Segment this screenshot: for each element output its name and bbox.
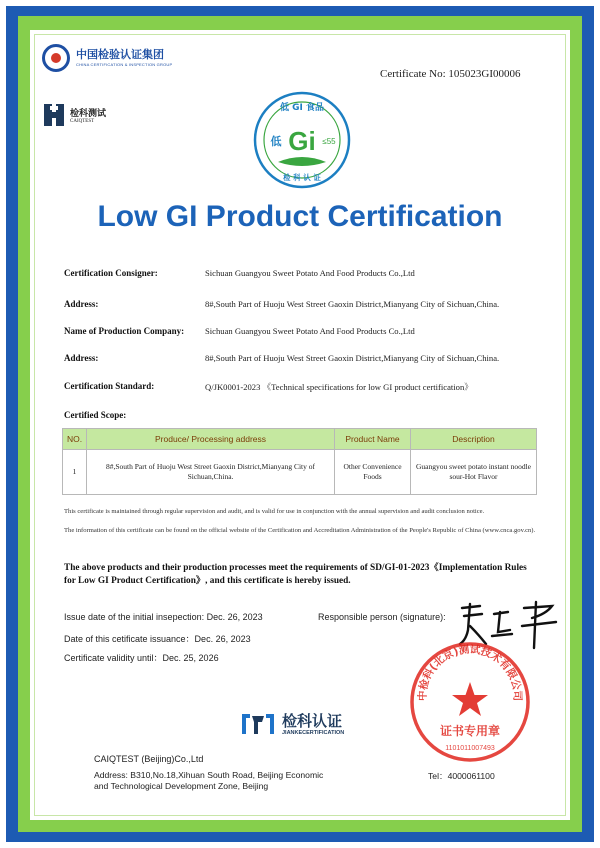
ccic-name-en: CHINA CERTIFICATION & INSPECTION GROUP <box>76 62 173 67</box>
field-value-address-2: 8#,South Part of Huoju West Street Gaoxin District,Mianyang City of Sichuan,China. <box>205 353 500 363</box>
ccic-name-cn: 中国检验认证集团 <box>76 48 164 61</box>
scope-header-description: Description <box>411 429 537 450</box>
badge-center-text: Gi <box>288 126 316 156</box>
field-label-address-2: Address: <box>64 353 99 363</box>
note-line-2: The information of this certificate can be found on the official website of the Certification and Accreditation Administration of the People's Republic of China (www.cnca.gov.cn). <box>64 527 536 534</box>
ccic-logo <box>42 44 242 84</box>
caiqtest-name-en: CAIQTEST <box>70 119 95 124</box>
scope-label: Certified Scope: <box>64 410 127 420</box>
low-gi-badge-icon <box>252 90 352 190</box>
field-label-standard: Certification Standard: <box>64 381 155 391</box>
certificate-number: Certificate No: 105023GI00006 <box>380 68 521 80</box>
jianke-logo <box>240 710 370 740</box>
field-label-address-1: Address: <box>64 299 99 309</box>
caiqtest-logo <box>44 104 164 134</box>
badge-right-text: ≤55 <box>322 137 336 146</box>
badge-bottom-text: 检 科 认 证 <box>283 173 321 182</box>
badge-left-text: 低 <box>270 135 282 148</box>
initial-inspection-date: Issue date of the initial insepection: Dec. 26, 2023 <box>64 612 263 622</box>
jianke-name-en: JIANKECERTIFICATION <box>282 730 345 736</box>
caiqtest-mark-icon <box>44 104 64 126</box>
caiqtest-name-cn: 检科测试 <box>70 109 107 119</box>
scope-cell-no: 1 <box>63 450 87 495</box>
field-value-production-company: Sichuan Guangyou Sweet Potato And Food Products Co.,Ltd <box>205 326 415 336</box>
scope-header-address: Produce/ Processing address <box>87 429 335 450</box>
scope-table <box>62 428 537 495</box>
seal-number: 1101011007493 <box>445 745 495 752</box>
issuer-address-line-1: Address: B310,No.18,Xihuan South Road, Beijing Economic <box>94 770 324 780</box>
field-label-production-company: Name of Production Company: <box>64 326 185 336</box>
table-row <box>63 450 537 495</box>
certification-statement: The above products and their production processes meet the requirements of SD/GI-01-2023《Implementation Rules for Low GI Product Certification》, and this certificate is hereby issued. <box>64 563 527 586</box>
scope-header-product: Product Name <box>335 429 411 450</box>
seal-ring-text: 中检科(北京)测试技术有限公司 <box>416 643 524 702</box>
issuer-tel: Tel：4000061100 <box>428 771 495 781</box>
issuer-address-line-2: and Technological Development Zone, Beijing <box>94 781 269 792</box>
jianke-name-cn: 检科认证 <box>282 712 343 730</box>
official-seal <box>408 640 532 764</box>
issuance-date: Date of this cetificate issuance：Dec. 26, 2023 <box>64 634 251 644</box>
scope-header-no: NO. <box>63 429 87 450</box>
jianke-mark-icon <box>240 710 276 738</box>
scope-cell-product: Other Convenience Foods <box>335 450 411 495</box>
field-value-consigner: Sichuan Guangyou Sweet Potato And Food Products Co.,Ltd <box>205 268 415 278</box>
seal-center-text: 证书专用章 <box>439 724 501 738</box>
note-line-1: This certificate is maintained through regular supervision and audit, and is valid for use in conjunction with the annual supervision and audit conclusion notice. <box>64 508 485 515</box>
page-title: Low GI Product Certification <box>97 200 503 233</box>
scope-cell-description: Guangyou sweet potato instant noodle sour-Hot Flavor <box>411 450 537 495</box>
responsible-person-label: Responsible person (signature): <box>318 612 446 622</box>
field-value-standard: Q/JK0001-2023 《Technical specifications for low GI product certification》 <box>205 382 473 392</box>
issuer-company: CAIQTEST (Beijing)Co.,Ltd <box>94 754 204 764</box>
seal-star-icon <box>452 682 488 716</box>
validity-date: Certificate validity until：Dec. 25, 2026 <box>64 653 219 663</box>
scope-cell-address: 8#,South Part of Huoju West Street Gaoxin District,Mianyang City of Sichuan,China. <box>87 450 335 495</box>
field-label-consigner: Certification Consigner: <box>64 268 158 278</box>
badge-top-text: 低 GI 食品 <box>279 103 325 113</box>
ccic-emblem-icon <box>42 44 70 72</box>
field-value-address-1: 8#,South Part of Huoju West Street Gaoxin District,Mianyang City of Sichuan,China. <box>205 299 500 309</box>
issuer-address <box>94 770 323 792</box>
